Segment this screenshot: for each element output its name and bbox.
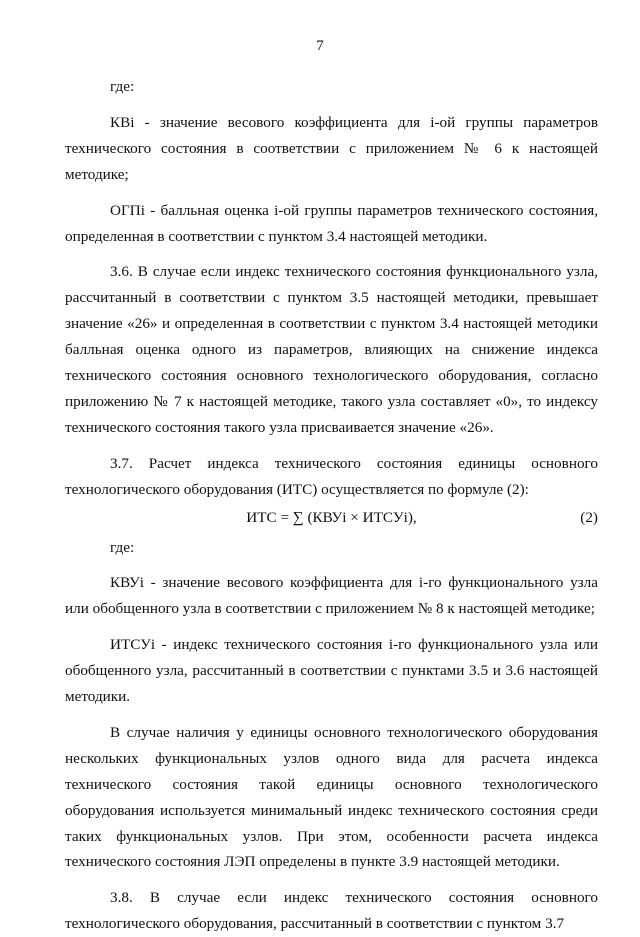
page-content — [65, 74, 598, 937]
paragraph-3-6: 3.6. В случае если индекс технического состояния функционального узла, рассчитанный в соответствии с пунктом 3.5 настоящей методики, превышает значение «26» и определенная в соответствии с пунктом 3.4 настоящей методики балльная оценка одного из параметров, влияющих на снижение индекса технического состояния основного технологического оборудования, согласно приложению № 7 к настоящей методике, такого узла составляет «0», то индексу технического состояния такого узла присваивается значение «26». — [65, 263, 598, 436]
where-label: где: — [110, 78, 135, 95]
paragraph-3-8: 3.8. В случае если индекс технического состояния основного технологического оборудования, рассчитанный в соответствии с пунктом 3.7 — [65, 889, 598, 933]
paragraph-multiple-units: В случае наличия у единицы основного технологического оборудования нескольких функциональных узлов одного вида для расчета индекса технического состояния такой единицы основного технологического оборудования используется минимальный индекс технического состояния среди таких функциональных узлов. При этом, особенности расчета индекса технического состояния ЛЭП определены в пункте 3.9 настоящей методики. — [65, 723, 598, 871]
definition-kvi: КВi - значение весового коэффициента для i-ой группы параметров технического состояния в соответствии с приложением № 6 к настоящей методике; — [65, 113, 598, 183]
paragraph-3-7: 3.7. Расчет индекса технического состояния единицы основного технологического оборудования (ИТС) осуществляется по формуле (2): — [65, 454, 598, 498]
formula-its — [65, 505, 598, 531]
definition-ogpi: ОГПi - балльная оценка i-ой группы параметров технического состояния, определенная в соответствии с пунктом 3.4 настоящей методики. — [65, 201, 598, 245]
page-number: 7 — [316, 38, 324, 54]
definition-kvui: КВУi - значение весового коэффициента для i-го функционального узла или обобщенного узла в соответствии с приложением № 8 к настоящей методике; — [65, 574, 598, 618]
definition-itsui: ИТСУi - индекс технического состояния i-го функционального узла или обобщенного узла, рассчитанный в соответствии с пунктами 3.5 и 3.6 настоящей методики. — [65, 636, 598, 706]
formula-number: (2) — [580, 508, 598, 526]
formula-text: ИТС = ∑ (КВУi × ИТСУi), — [246, 508, 417, 526]
where-label-2: где: — [110, 538, 135, 556]
